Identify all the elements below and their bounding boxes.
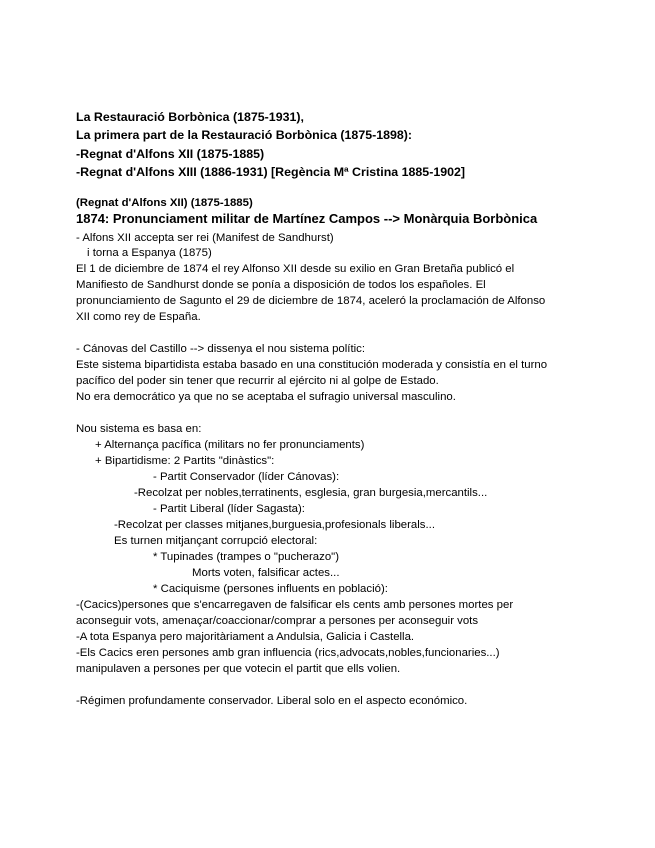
section-subtitle: (Regnat d'Alfons XII) (1875-1885)	[76, 197, 253, 209]
caciquisme: * Caciquisme (persones influents en població):	[153, 583, 388, 595]
partit-conservador: - Partit Conservador (líder Cánovas):	[153, 471, 340, 483]
partit-liberal: - Partit Liberal (líder Sagasta):	[153, 503, 305, 515]
paragraph-1-line-3: pronunciamiento de Sagunto el 29 de diciembre de 1874, aceleró la proclamación de Alfonso	[76, 295, 546, 307]
cacics-line-2: aconseguir vots, amenaçar/coaccionar/comprar a persones per aconseguir vots	[76, 615, 479, 627]
regimen-line: -Régimen profundamente conservador. Liberal solo en el aspecto económico.	[76, 695, 468, 707]
paragraph-2-line-3: No era democrático ya que no se aceptaba el sufragio universal masculino.	[76, 391, 456, 403]
title-line-1: La Restauració Borbònica (1875-1931),	[76, 110, 304, 124]
canovas-line: - Cánovas del Castillo --> dissenya el nou sistema polític:	[76, 343, 366, 355]
conservador-support: -Recolzat per nobles,terratinents, esglesia, gran burgesia,mercantils...	[134, 487, 488, 499]
cacics-line-3: -A tota Espanya pero majoritàriament a Andulsia, Galicia i Castella.	[76, 631, 415, 643]
section-heading: 1874: Pronunciament militar de Martínez Campos --> Monàrquia Borbònica	[76, 211, 538, 226]
cacics-line-1: -(Cacics)persones que s'encarregaven de falsificar els cents amb persones mortes per	[76, 599, 514, 611]
cacics-line-5: manipulaven a persones per que votecin el partit que ells volien.	[76, 663, 401, 675]
bullet-alfons-cont: i torna a Espanya (1875)	[87, 247, 212, 259]
title-line-3: -Regnat d'Alfons XII (1875-1885)	[76, 147, 265, 161]
nou-sistema-item-2: + Bipartidisme: 2 Partits "dinàstics":	[95, 455, 275, 467]
bullet-alfons: - Alfons XII accepta ser rei (Manifest de Sandhurst)	[76, 232, 334, 244]
nou-sistema-item-1: + Alternança pacífica (militars no fer pronunciaments)	[95, 439, 365, 451]
liberal-support: -Recolzat per classes mitjanes,burguesia,profesionals liberals...	[114, 519, 435, 531]
nou-sistema-intro: Nou sistema es basa en:	[76, 423, 202, 435]
tupinades: * Tupinades (trampes o "pucherazo")	[153, 551, 340, 563]
corrupcio-electoral: Es turnen mitjançant corrupció electoral:	[114, 535, 318, 547]
title-line-4: -Regnat d'Alfons XIII (1886-1931) [Regència Mª Cristina 1885-1902]	[76, 165, 466, 179]
paragraph-1-line-1: El 1 de diciembre de 1874 el rey Alfonso XII desde su exilio en Gran Bretaña publicó el	[76, 263, 515, 275]
paragraph-1-line-2: Manifiesto de Sandhurst donde se ponía a disposición de todos los españoles. El	[76, 279, 486, 291]
cacics-line-4: -Els Cacics eren persones amb gran influencia (rics,advocats,nobles,funcionaries...)	[76, 647, 500, 659]
paragraph-2-line-2: pacífico del poder sin tener que recurrir al ejército ni al golpe de Estado.	[76, 375, 439, 387]
paragraph-1-line-4: XII como rey de España.	[76, 311, 201, 323]
tupinades-detail: Morts voten, falsificar actes...	[192, 567, 340, 579]
title-line-2: La primera part de la Restauració Borbònica (1875-1898):	[76, 128, 413, 142]
paragraph-2-line-1: Este sistema bipartidista estaba basado en una constitución moderada y consistía en el turno	[76, 359, 548, 371]
